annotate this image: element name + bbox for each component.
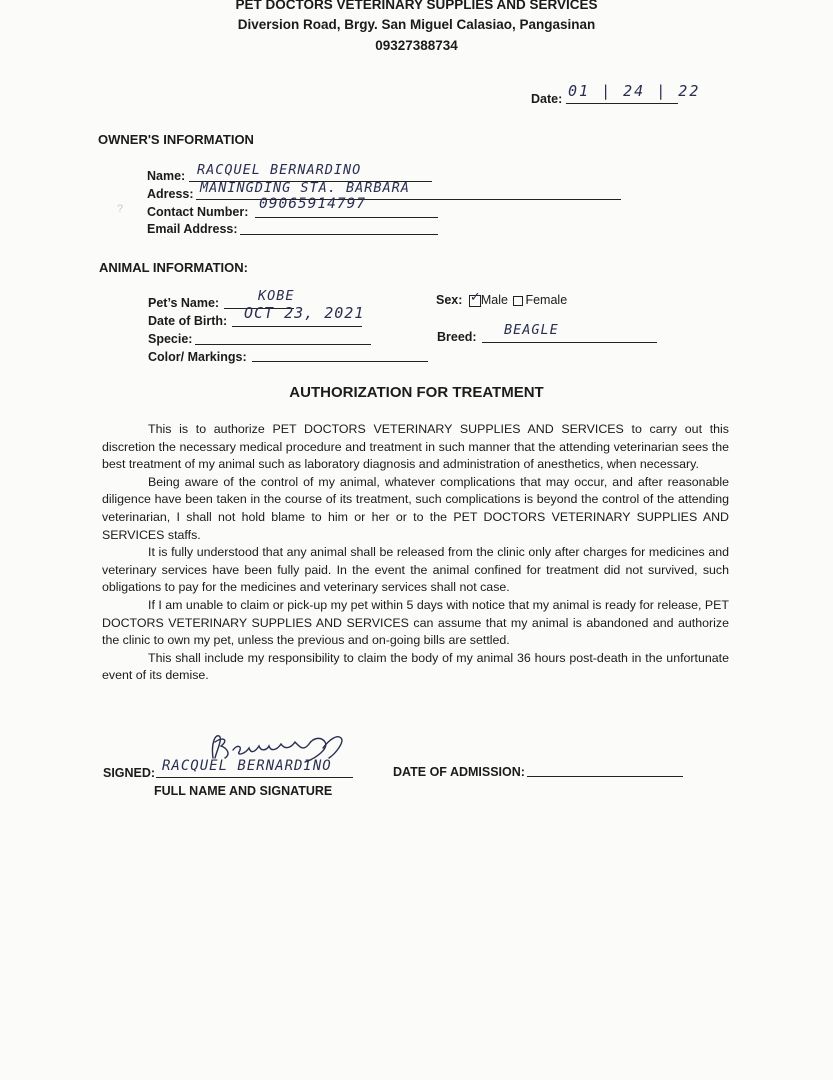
email-label: Email Address: [147, 222, 238, 236]
date-of-admission-label: DATE OF ADMISSION: [393, 765, 525, 779]
email-field[interactable] [240, 219, 438, 235]
signature-field[interactable] [156, 758, 353, 778]
full-name-signature-label: FULL NAME AND SIGNATURE [154, 784, 333, 798]
authorization-paragraph-4: If I am unable to claim or pick-up my pet within 5 days with notice that my animal is ready for release, PET DOCTORS VETERINARY SUPPLIES AND SERVICES can assume that my animal is abandoned and authorize the clinic to own my pet, unless the previous and on-going bills are settled. [102, 597, 729, 648]
pet-name-value: KOBE [258, 288, 295, 304]
signed-name-value: RACQUEL BERNARDINO [162, 758, 332, 774]
signed-label: SIGNED: [103, 766, 156, 780]
dob-field[interactable] [232, 304, 365, 327]
dob-label: Date of Birth: [148, 314, 228, 328]
authorization-paragraph-5: This shall include my responsibility to claim the body of my animal 36 hours post-death in the unfortunate event of its demise. [102, 650, 729, 683]
authorization-paragraph-1: This is to authorize PET DOCTORS VETERINARY SUPPLIES AND SERVICES to carry out this discretion the necessary medical procedure and treatment in such manner that the attending veterinarian sees the best treatment of my animal such as laboratory diagnosis and administration of anesthetics, when necessary. [102, 422, 729, 472]
owner-heading: OWNER'S INFORMATION [98, 132, 254, 147]
sex-label: Sex: [436, 293, 463, 307]
breed-value: BEAGLE [504, 322, 559, 338]
sex-female-checkbox[interactable] [513, 296, 523, 306]
date-value: 01 | 24 | 22 [568, 82, 701, 100]
company-phone: 09327388734 [375, 38, 458, 53]
date-of-admission-field[interactable] [527, 762, 683, 777]
owner-name-value: RACQUEL BERNARDINO [197, 162, 362, 178]
specie-field[interactable] [195, 330, 371, 345]
authorization-title: AUTHORIZATION FOR TREATMENT [289, 384, 544, 401]
sex-male-label: Male [480, 293, 508, 307]
margin-mark: ? [117, 203, 124, 215]
color-markings-field[interactable] [252, 347, 428, 362]
breed-label: Breed: [437, 330, 477, 344]
owner-name-label: Name: [147, 169, 186, 183]
breed-field[interactable] [482, 322, 657, 343]
authorization-body [102, 421, 729, 685]
sex-male-checkbox[interactable] [469, 288, 481, 307]
specie-label: Specie: [148, 332, 193, 346]
date-label: Date: [531, 92, 563, 106]
pet-name-label: Pet’s Name: [148, 296, 220, 310]
checkmark-icon: ✓ [469, 288, 481, 304]
owner-address-label: Adress: [147, 187, 194, 201]
color-markings-label: Color/ Markings: [148, 350, 247, 364]
sex-female-label: Female [525, 293, 568, 307]
authorization-paragraph-2: Being aware of the control of my animal, whatever complications that may occur, and after reasonable diligence have been taken in the course of its treatment, such complications is beyond the control of the attending veterinarian, I shall not hold blame to him or her or to the PET DOCTORS VETERINARY SUPPLIES AND SERVICES staffs. [102, 474, 729, 542]
authorization-paragraph-3: It is fully understood that any animal shall be released from the clinic only after charges for medicines and veterinary services have been fully paid. In the event the animal confined for treatment did not survived, such obligations to pay for the medicines and veterinary services shall not case. [102, 545, 729, 595]
contact-number-value: 09065914797 [259, 196, 367, 212]
dob-value: OCT 23, 2021 [244, 304, 365, 322]
contact-number-label: Contact Number: [147, 205, 249, 219]
contact-number-field[interactable] [255, 196, 438, 218]
animal-heading: ANIMAL INFORMATION: [99, 260, 248, 275]
sex-group [436, 288, 568, 307]
company-name: PET DOCTORS VETERINARY SUPPLIES AND SERVICES [235, 0, 598, 12]
owner-address-value: MANINGDING STA. BARBARA [200, 180, 410, 196]
company-address: Diversion Road, Brgy. San Miguel Calasiao, Pangasinan [237, 17, 596, 32]
date-field[interactable] [566, 82, 701, 104]
